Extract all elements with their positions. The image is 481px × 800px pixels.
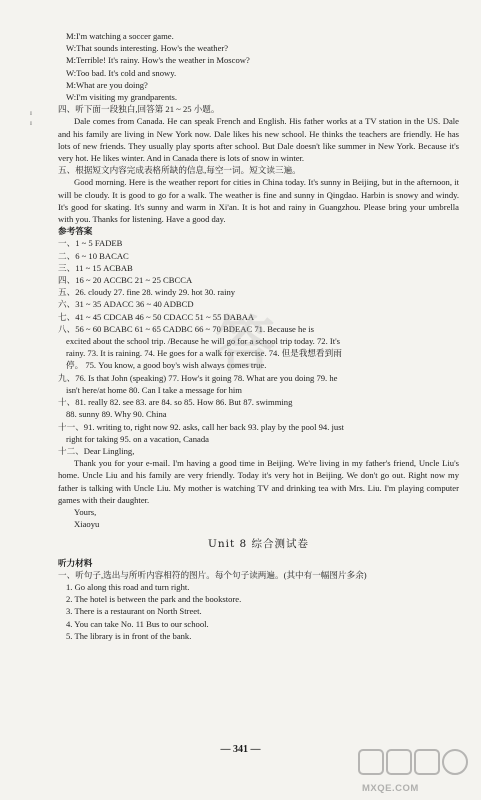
dialogue-line: W:I'm visiting my grandparents. — [66, 92, 178, 103]
answer-line: 七、41 ~ 45 CDCAB 46 ~ 50 CDACC 51 ~ 55 DABAA — [58, 311, 255, 322]
answer-line: 三、11 ~ 15 ACBAB — [58, 262, 133, 273]
answer-line: 88. sunny 89. Why 90. China — [66, 409, 167, 420]
letter-signature: Xiaoyu — [74, 519, 100, 530]
dialogue-line: M:What are you doing? — [66, 79, 148, 90]
logo-text: MXQE.COM — [362, 783, 419, 794]
answer-line: rainy. 73. It is raining. 74. He goes for a walk for exercise. 74. 但是我想看到雨 — [66, 348, 342, 359]
unit-title: Unit 8 综合测试卷 — [207, 538, 310, 551]
letter-greeting: 十二、Dear Lingling, — [58, 445, 135, 456]
dialogue-line: W:That sounds interesting. How's the weather? — [66, 43, 229, 54]
letter-body: Thank you for your e-mail. I'm having a good time in Beijing. We're living in my father's friend, Uncle Liu's home. Uncle Liu and his family are very friendly. Today it's very hot in Beijing. We don't go out. Right now my father is talking with Uncle Liu. My mother is watching TV and drinking tea with Mrs. Liu. I'm playing computer games with their daughter. — [58, 458, 459, 505]
dialogue-line: M:I'm watching a soccer game. — [66, 31, 174, 41]
answer-10 — [58, 396, 459, 420]
listening-item: 2. The hotel is between the park and the bookstore. — [66, 594, 242, 605]
answer-line: 九、76. Is that John (speaking) 77. How's it going 78. What are you doing 79. he — [58, 372, 338, 383]
answers-list — [58, 237, 459, 322]
answer-line: 十、81. really 82. see 83. are 84. so 85. How 86. But 87. swimming — [58, 397, 293, 408]
question-5-instruction: 五、根据短文内容完成表格所缺的信息,每空一词。短文读三遍。 — [58, 165, 301, 176]
answer-line: excited about the school trip. /Because he will go for a school trip today. 72. It's — [66, 336, 341, 347]
answer-line: 二、6 ~ 10 BACAC — [58, 250, 129, 261]
dialogue-block — [58, 30, 459, 103]
answer-11 — [58, 421, 459, 445]
answer-8 — [58, 323, 459, 372]
answer-line: isn't here/at home 80. Can I take a message for him — [66, 384, 242, 395]
answer-line: 八、56 ~ 60 BCABC 61 ~ 65 CADBC 66 ~ 70 BDEAC 71. Because he is — [58, 323, 315, 334]
answer-line: 十一、91. writing to, right now 92. asks, call her back 93. play by the pool 94. just — [58, 421, 344, 432]
answer-line: 一、1 ~ 5 FADEB — [58, 238, 123, 249]
margin-marks — [30, 108, 40, 128]
answer-line: 四、16 ~ 20 ACCBC 21 ~ 25 CBCCA — [58, 275, 193, 286]
listening-heading: 听力材料 — [58, 557, 93, 568]
letter-closing: Yours, — [74, 506, 97, 517]
listening-item: 3. There is a restaurant on North Street. — [66, 606, 202, 617]
answer-12 — [58, 445, 459, 530]
margin-mark: ɪ — [30, 119, 32, 127]
listening-item: 1. Go along this road and turn right. — [66, 581, 190, 592]
answers-heading: 参考答案 — [58, 226, 93, 237]
answer-line: 五、26. cloudy 27. fine 28. windy 29. hot 30. rainy — [58, 287, 236, 298]
page-number: — 341 — — [220, 744, 261, 755]
dialogue-line: M:Terrible! It's rainy. How's the weather in Moscow? — [66, 55, 250, 66]
question-5-passage: Good morning. Here is the weather report for cities in China today. It's sunny in Beijing, but in the afternoon, it will be cloudy. It is good to go for a walk. The weather is fine and sunny in Qingdao. Harbin is snowy and windy. It's good for skating. It's sunny and warm in Xi'an. It is hot and rainy in Guangzhou. Please bring your umbrella with you. Thanks for listening. Have a good day. — [58, 177, 459, 225]
margin-mark: ɪ — [30, 109, 32, 117]
watermark: 答 — [215, 309, 275, 380]
listening-instruction: 一、听句子,选出与所听内容相符的图片。每个句子读两遍。(其中有一幅图片多余) — [58, 569, 367, 580]
answer-9 — [58, 372, 459, 396]
listening-items — [58, 581, 459, 642]
answer-line: 六、31 ~ 35 ADACC 36 ~ 40 ADBCD — [58, 299, 194, 310]
dialogue-line: W:Too bad. It's cold and snowy. — [66, 67, 177, 78]
question-4-passage: Dale comes from Canada. He can speak French and English. His father works at a TV station in the US. Dale and his family are living in New York now. Dale likes his new school. He thinks the teachers are friendly. He has lots of new friends. They usually play sports after school. But Dale doesn't like summer in New York. Because it's very hot. He likes winter. And in Canada there is lots of snow in winter. — [58, 116, 459, 164]
answer-line: 停。 75. You know, a good boy's wish always comes true. — [66, 360, 267, 371]
listening-item: 5. The library is in front of the bank. — [66, 630, 192, 641]
answer-line: right for taking 95. on a vacation, Canada — [66, 433, 209, 444]
question-4-instruction: 四、听下面一段独白,回答第 21 ~ 25 小题。 — [58, 104, 220, 115]
listening-item: 4. You can take No. 11 Bus to our school. — [66, 618, 209, 629]
